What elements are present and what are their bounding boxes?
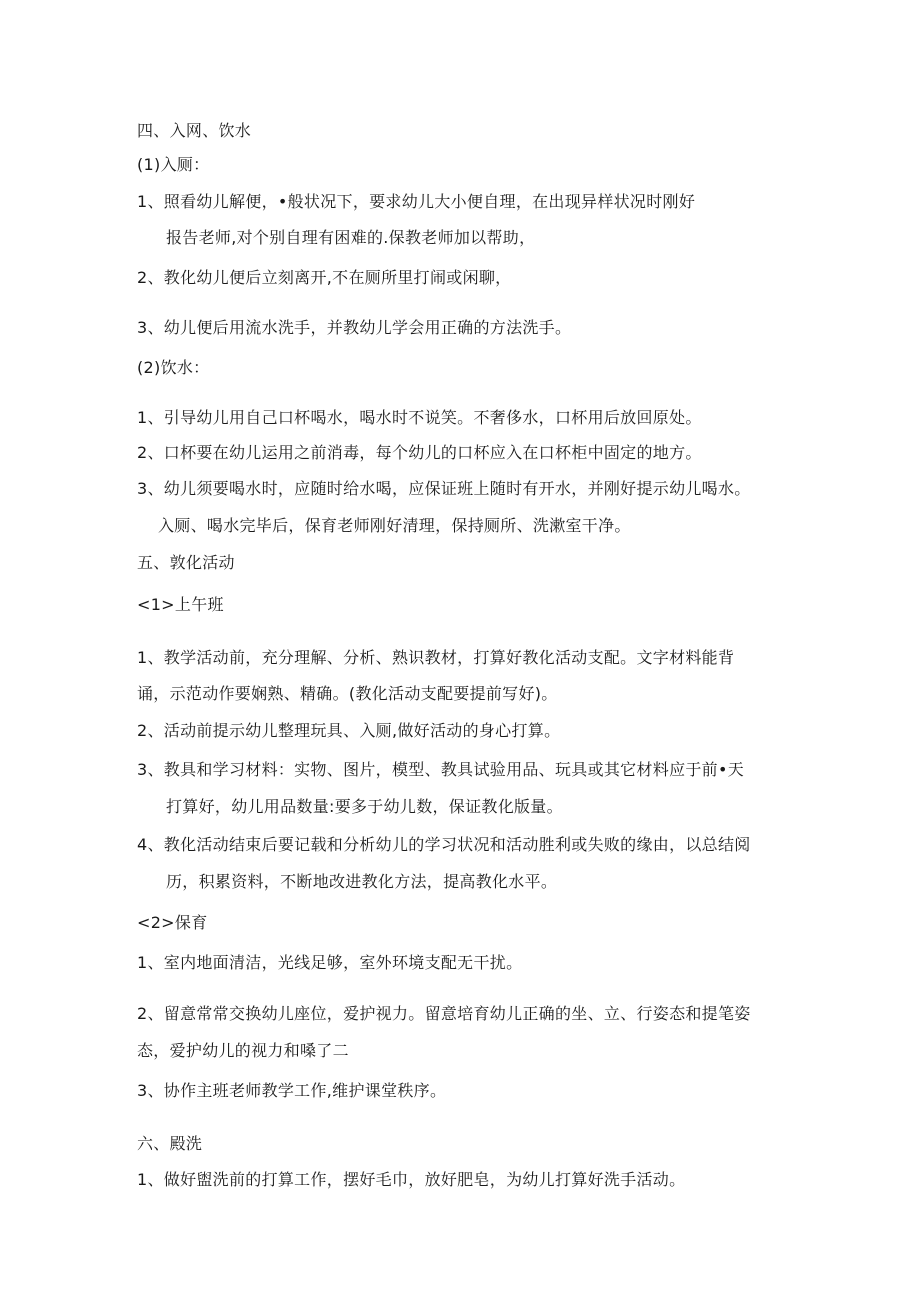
list-item-continuation: 诵，示范动作要娴熟、精确。(教化活动支配要提前写好)。	[137, 684, 558, 703]
list-item: 2、留意常常交换幼儿座位，爱护视力。留意培育幼儿正确的坐、立、行姿态和提笔姿	[137, 1004, 751, 1023]
subsection-title: <2>保育	[137, 913, 208, 932]
subsection-title: (2)饮水：	[137, 358, 210, 377]
list-item: 1、室内地面清洁，光线足够，室外环境支配无干扰。	[137, 953, 523, 972]
list-item: 4、教化活动结束后要记载和分析幼儿的学习状况和活动胜利或失败的缘由，以总结阅	[137, 835, 751, 854]
list-item: 1、引导幼儿用自己口杯喝水，喝水时不说笑。不奢侈水，口杯用后放回原处。	[137, 408, 702, 427]
list-item-continuation: 打算好，幼儿用品数量:要多于幼儿数，保证教化版量。	[166, 797, 563, 816]
list-item-continuation: 历，积累资料，不断地改进教化方法，提高教化水平。	[166, 872, 558, 891]
section-heading: 五、敦化活动	[137, 553, 235, 572]
list-item: 3、幼儿便后用流水洗手，并教幼儿学会用正确的方法洗手。	[137, 318, 572, 337]
paragraph-text: 入厕、喝水完毕后，保育老师刚好清理，保持厕所、洗漱室干净。	[158, 516, 631, 535]
list-item: 1、照看幼儿解便，•般状况下，要求幼儿大小便自理，在出现异样状况时刚好	[137, 192, 696, 211]
list-item-continuation: 报告老师,对个别自理有困难的.保教老师加以帮助，	[166, 228, 536, 247]
subsection-title: <1>上午班	[137, 595, 224, 614]
list-item: 1、做好盥洗前的打算工作，摆好毛巾，放好肥皂，为幼儿打算好洗手活动。	[137, 1170, 686, 1189]
list-item: 3、教具和学习材料：实物、图片，模型、教具试验用品、玩具或其它材料应于前•天	[137, 760, 745, 779]
section-heading: 六、殿洗	[137, 1134, 203, 1153]
list-item: 3、幼儿须要喝水时，应随时给水喝，应保证班上随时有开水，并刚好提示幼儿喝水。	[137, 479, 751, 498]
list-item-continuation: 态，爱护幼儿的视力和嗓了二	[137, 1041, 349, 1060]
list-item: 2、口杯要在幼儿运用之前消毒，每个幼儿的口杯应入在口杯柜中固定的地方。	[137, 443, 702, 462]
list-item: 1、教学活动前，充分理解、分析、熟识教材，打算好教化活动支配。文字材料能背	[137, 648, 735, 667]
list-item: 2、教化幼儿便后立刻离开,不在厕所里打闹或闲聊，	[137, 268, 512, 287]
subsection-title: (1)入厕：	[137, 155, 210, 174]
list-item: 3、协作主班老师教学工作,维护课堂秩序。	[137, 1081, 447, 1100]
section-heading: 四、入网、饮水	[137, 121, 252, 140]
list-item: 2、活动前提示幼儿整理玩具、入厕,做好活动的身心打算。	[137, 721, 561, 740]
